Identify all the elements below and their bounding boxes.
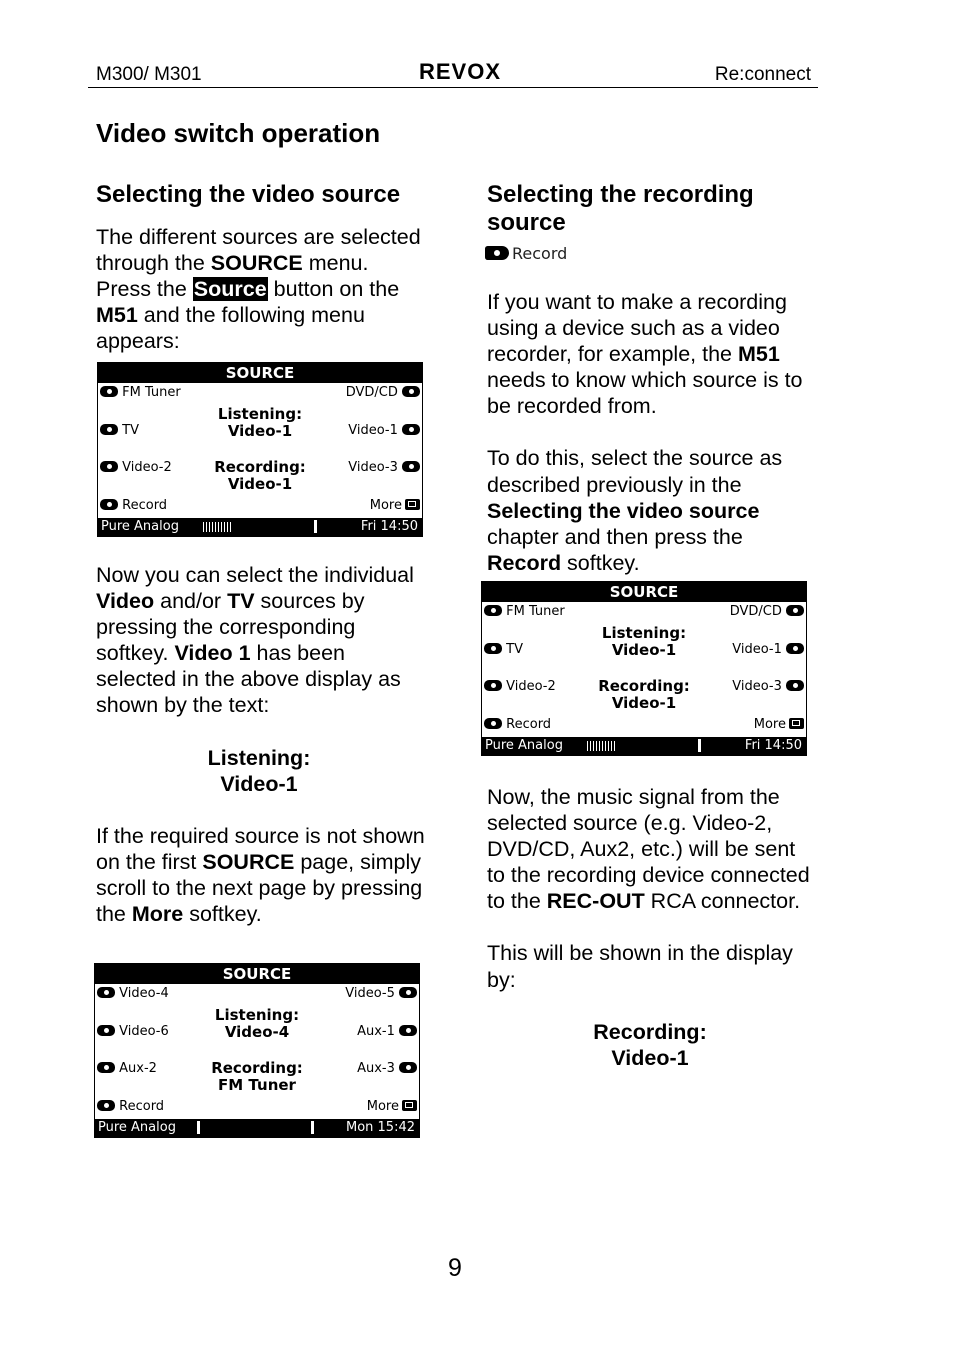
softkey-icon <box>399 987 417 998</box>
svg-text:REVOX: REVOX <box>418 59 502 84</box>
listening-example: Listening: Video-1 <box>207 745 311 796</box>
page-title: Video switch operation <box>96 118 381 148</box>
recording-status: Recording: Video-1 <box>214 458 306 493</box>
record-source-display <box>481 581 807 756</box>
level-marker <box>311 1121 314 1134</box>
softkey-video-6: Video-6 <box>97 1024 169 1040</box>
display-title: SOURCE <box>95 964 419 984</box>
softkey-icon <box>100 499 118 510</box>
level-meter <box>203 522 233 532</box>
source-menu-display-page-2 <box>94 963 420 1138</box>
listening-status: Listening: Video-1 <box>601 624 687 659</box>
listening-status: Listening: Video-1 <box>217 405 303 440</box>
paragraph: The different sources are selected through the SOURCE menu. Press the Source button on the M51 and the following menu appears: <box>96 225 421 354</box>
level-marker <box>698 739 701 752</box>
softkey-icon <box>97 1100 115 1111</box>
paragraph: This will be shown in the display by: <box>487 941 793 992</box>
status-bar: Pure Analog Fri 14:50 <box>482 737 806 755</box>
softkey-video-1: Video-1 <box>732 642 804 658</box>
left-column <box>96 181 426 354</box>
more-icon <box>405 499 420 510</box>
record-button-icon <box>485 246 509 260</box>
more-icon <box>789 718 804 729</box>
left-column-lower <box>96 562 426 927</box>
softkey-record: Record <box>484 717 551 733</box>
paragraph: To do this, select the source as described previously in the Selecting the video source chapter and then press the Record softkey. <box>487 446 783 575</box>
softkey-video-2: Video-2 <box>100 460 172 476</box>
softkey-video-3: Video-3 <box>732 679 804 695</box>
listening-status: Listening: Video-4 <box>214 1006 300 1041</box>
paragraph: If the required source is not shown on the first SOURCE page, simply scroll to the next page by pressing the More softkey. <box>96 823 425 927</box>
softkey-video-4: Video-4 <box>97 986 169 1002</box>
softkey-aux-3: Aux-3 <box>357 1061 417 1077</box>
status-bar: Pure Analog Mon 15:42 <box>95 1119 419 1137</box>
right-column <box>487 181 817 237</box>
display-title: SOURCE <box>98 363 422 383</box>
level-meter <box>587 741 617 751</box>
softkey-more: More <box>367 1099 417 1115</box>
header-divider <box>88 87 818 88</box>
softkey-icon <box>484 718 502 729</box>
right-column-lower <box>487 784 817 1071</box>
softkey-aux-2: Aux-2 <box>97 1061 157 1077</box>
recording-status: Recording: Video-1 <box>598 677 690 712</box>
paragraph: Now, the music signal from the selected source (e.g. Video-2, DVD/CD, Aux2, etc.) will be sent to the recording device connected to the REC-OUT RCA connector. <box>487 785 810 914</box>
level-marker <box>314 520 317 533</box>
more-icon <box>402 1100 417 1111</box>
recording-status: Recording: FM Tuner <box>211 1059 303 1094</box>
softkey-dvd-cd: DVD/CD <box>730 604 804 620</box>
softkey-fm-tuner: FM Tuner <box>484 604 565 620</box>
record-softkey: Record <box>485 245 567 263</box>
softkey-dvd-cd: DVD/CD <box>346 385 420 401</box>
softkey-record: Record <box>97 1099 164 1115</box>
softkey-fm-tuner: FM Tuner <box>100 385 181 401</box>
softkey-icon <box>100 386 118 397</box>
level-marker <box>197 1121 200 1134</box>
softkey-icon <box>97 987 115 998</box>
softkey-icon <box>484 605 502 616</box>
header-model: M300/ M301 <box>96 64 202 85</box>
softkey-icon <box>786 605 804 616</box>
header-product: Re:connect <box>714 64 811 85</box>
display-title: SOURCE <box>482 582 806 602</box>
status-bar: Pure Analog Fri 14:50 <box>98 518 422 536</box>
softkey-more: More <box>370 498 420 514</box>
softkey-video-2: Video-2 <box>484 679 556 695</box>
softkey-record: Record <box>100 498 167 514</box>
revox-logo <box>410 58 510 84</box>
softkey-icon <box>402 386 420 397</box>
softkey-video-1: Video-1 <box>348 423 420 439</box>
paragraph: Now you can select the individual Video and/or TV sources by pressing the corresponding softkey. Video 1 has been selected in the above display as shown by the text: <box>96 563 414 718</box>
softkey-video-3: Video-3 <box>348 460 420 476</box>
recording-example: Recording: Video-1 <box>593 1019 707 1070</box>
source-button-label: Source <box>193 277 267 302</box>
softkey-tv: TV <box>484 642 523 658</box>
softkey-video-5: Video-5 <box>345 986 417 1002</box>
softkey-tv: TV <box>100 423 139 439</box>
softkey-more: More <box>754 717 804 733</box>
section-heading-video-source: Selecting the video source <box>96 181 401 208</box>
page-number: 9 <box>448 1254 462 1282</box>
right-column-body <box>487 289 817 576</box>
section-heading-recording-source: Selecting the recording source <box>487 181 754 236</box>
softkey-aux-1: Aux-1 <box>357 1024 417 1040</box>
source-menu-display <box>97 362 423 537</box>
paragraph: If you want to make a recording using a device such as a video recorder, for example, the M51 needs to know which source is to be recorded from. <box>487 290 803 419</box>
